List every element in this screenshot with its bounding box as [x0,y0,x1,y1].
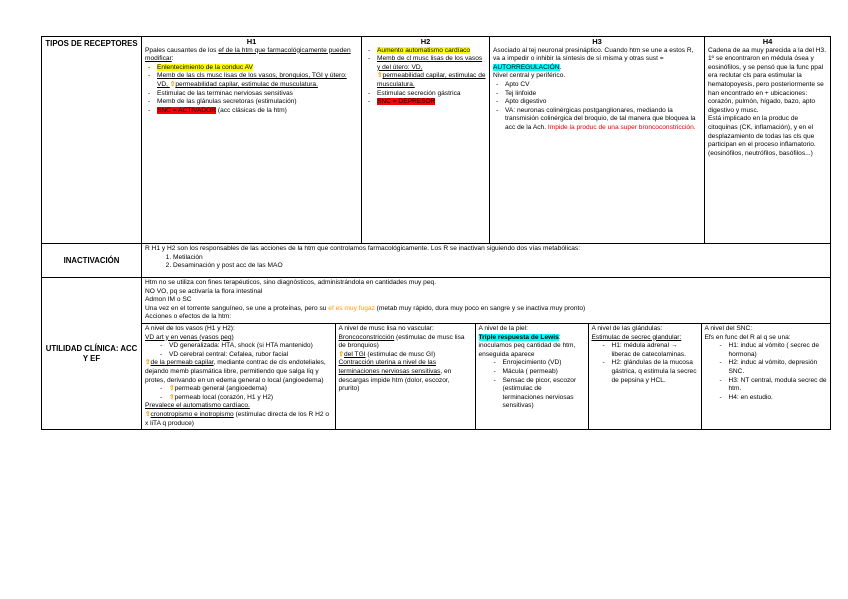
h3-list [493,81,701,133]
h4-text2: Está implicado en la produc de citoquinas (CK, inflamación), y en el desplazamiento de todas las cls que participan en el proceso inflamatorio. (eosinófilos, neutrófilos, basófilos...) [708,115,816,157]
cell-vasos: A nivel de los vasos (H1 y H2): VD art y en venas (vasos peq) - VD generalizada: HTA, shock (si HTA mantenido) - VD cerebral central: Cefalea, rubor facial ⇧de la permeab capilar, mediante contrac de cls endoteliales, dejando memb plasmática libre, permitiendo que salga líq y protes, derivando en un edema general o local (angioedema) - ⇧permeab general (angioedema) - ⇧permeab local (corazón, H1 y H2) Prevalece el automatismo cardíaco. ⇧cronotropismo e inotropismo (estimulac directa de los R H2 o x liTA q produce) [142,323,335,429]
cell-musc-lisa: A nivel de musc lisa no vascular: Broncoconstricción (estimulac de musc lisa de bronquios) ⇧del TGI (estimulac de musc GI) Contracción uterina a nivel de las terminaciones nerviosas sensitivas, en descargas impide htm (dolor, escozor, prurito) [335,323,475,429]
inactivacion-item-metilacion: 1. Metilación [173,254,827,263]
row-header-utilidad: UTILIDAD CLÍNICA: ACC Y EF [42,278,142,430]
acciones-table [142,323,831,429]
row-utilidad [42,278,831,430]
up-arrow-icon: ⇧ [169,393,175,401]
up-arrow-icon: ⇧ [169,385,175,393]
row-header-tipos: TIPOS DE RECEPTORES [42,37,142,244]
h3-nivel: Nivel central y periférico. [493,72,566,80]
up-arrow-icon: ⇧ [169,80,176,88]
col-header-h4: H4 [762,37,773,46]
row-tipos [42,37,831,244]
h1-item-snc: - SNC = ACTIVADOR (acc clásicas de la htm) [157,107,358,116]
h1-intro: Ppales causantes de los ef de la htm que farmacológicamente pueden modificar: [145,46,351,63]
h1-item-memb: - Memb de las cls musc lisas de los vasos, bronquios, TGI y útero: VD, ⇧permeabilidad capilar, estimulac de musculatura. [157,72,358,89]
h1-item-av: - Enlentecimiento de la conduc AV [157,64,358,73]
col-header-h2: H2 [420,37,431,46]
cell-glandulas: A nivel de las glándulas: Estimulac de secrec glandular: - H1: médula adrenal → liberac de catecolaminas. - H2: glándulas de la mucosa gástrica, q estimula la secrec de pepsina y HCL. [588,323,701,429]
col-header-h1: H1 [246,37,257,46]
row-inactivacion [42,244,831,278]
h1-item-glandulas: - Memb de las glánulas secretoras (estimulación) [157,98,358,107]
cell-h4 [705,37,831,244]
up-arrow-icon: ⇧ [338,350,345,358]
col-header-h3: H3 [592,37,602,46]
h3-item-digestivo: - Apto digestivo [505,98,701,107]
h2-item-automatismo: - Aumento automatismo cardíaco [377,47,486,56]
h2-item-secrecion: - Estimulac secreción gástrica [377,90,486,99]
h2-list [365,47,486,107]
cell-snc: A nivel del SNC: Efs en func del R al q se una: - H1: induc al vómito ( secrec de hormona) - H2: induc al vómito, depresión SNC. - H3: NT central, modula secrec de htm. - H4: en estudio. [701,323,831,429]
cell-piel: A nivel de la piel: Triple respuesta de Lewis: inoculamos peq cantidad de htm, enseguida aparece - Enrojecimiento (VD) - Mácula ( permeab) - Sensac de picor, escozor (estimulac de terminaciones nerviosas sensitivas) [475,323,588,429]
h3-item-va: - VA: neuronas colinérgicas postganglionares, mediando la transmisión colinérgica del broquio, de tal manera que bloquea la acc de la Ach. Impide la produc de una super broncoconstricción. [505,107,701,133]
inactivacion-text: R H1 y H2 son los responsables de las acciones de la htm que controlamos farmacológicamente. Los R se inactivan siguiendo dos vías metabólicas: [145,245,581,252]
up-arrow-icon: ⇧ [377,72,383,80]
h1-list [145,64,358,116]
receptor-table [41,36,831,430]
cell-h3 [490,37,705,244]
h3-item-linfoide: - Tej linfoide [505,90,701,99]
h1-item-terminac: - Estimulac de las terminac nerviosas sensitivas [157,90,358,99]
utilidad-intro: Htm no se utiliza con fines terapéuticos, sino diagnósticos, administrándola en cantidades muy peq. NO VO, pq se activaría la flora intestinal Admon IM o SC Una vez en el torrente sanguíneo, se une a proteínas, pero su ef es muy fugaz (metab muy rápido, dura muy poco en sangre y se inactiva muy pronto) Acciones o efectos de la htm: [145,279,586,321]
cell-h1 [142,37,362,244]
h3-item-cv: - Apto CV [505,81,701,90]
receptor-table-sheet [41,36,830,430]
up-arrow-icon: ⇧ [145,359,151,367]
h3-intro: Asociado al tej neuronal presináptico. Cuando htm se une a estos R, va a impedir o inhibir la síntesis de sí misma y otras sust = AUTORREGULACIÓN. [493,46,694,71]
row-header-inactivacion: INACTIVACIÓN [42,244,142,278]
up-arrow-icon: ⇧ [145,410,151,418]
cell-utilidad [142,278,831,430]
inactivacion-list [145,254,827,271]
h2-item-memb: - Memb de cl musc lisas de los vasos y del útero: VD, ⇧permeabilidad capilar, estimulac de musculatura. [377,55,486,89]
h4-text: Cadena de aa muy parecida a la del H3. 1º se encontraron en médula ósea y eosinófilos, y se pensó que la func ppal era reclutar cls para estimular la hematopoyesis, pero posteriormente se han encontrado en + ubicaciones: corazón, pulmón, hígado, bazo, apto digestivo y musc. [708,46,827,114]
inactivacion-item-desaminacion: 2. Desaminación y post acc de las MAO [173,262,827,271]
h2-item-snc: - SNC = DEPRESOR [377,98,486,107]
cell-h2 [362,37,490,244]
cell-inactivacion [142,244,831,278]
